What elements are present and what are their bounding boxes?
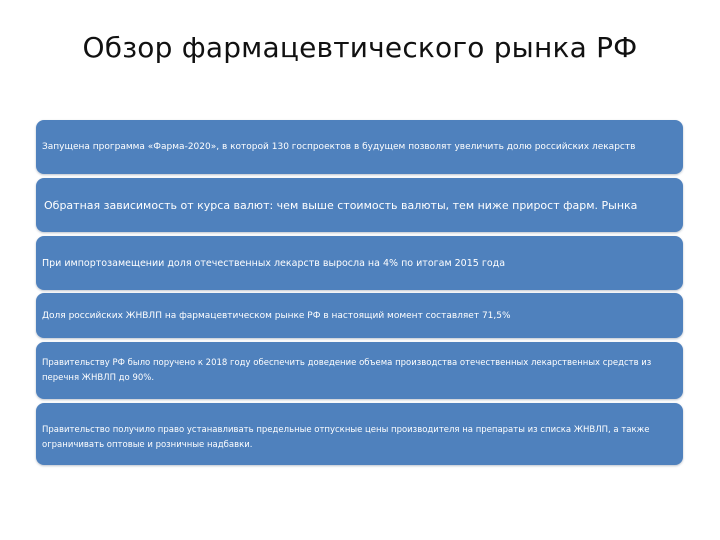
fact-block-import-substitution — [36, 236, 683, 290]
fact-text: Обратная зависимость от курса валют: чем выше стоимость валюты, тем ниже прирост фарм. Рынка — [44, 198, 638, 212]
fact-text: Правительству РФ было поручено к 2018 году обеспечить доведение объема производства отечественных лекарственных средств из перечня ЖНВЛП до 90%. — [42, 357, 652, 383]
fact-block-pharma-2020-program — [36, 120, 683, 174]
fact-block-production-target — [36, 342, 683, 399]
fact-text: При импортозамещении доля отечественных лекарств выросла на 4% по итогам 2015 года — [42, 257, 506, 269]
fact-block-price-regulation — [36, 403, 683, 465]
slide-title: Обзор фармацевтического рынка РФ — [82, 31, 638, 64]
fact-text: Правительство получило право устанавливать предельные отпускные цены производителя на препараты из списка ЖНВЛП, а также ограничивать оптовые и розничные надбавки. — [42, 425, 650, 450]
fact-text: Доля российских ЖНВЛП на фармацевтическом рынке РФ в настоящий момент составляет 71,5% — [42, 310, 511, 321]
fact-block-russian-share — [36, 293, 683, 338]
fact-block-currency-dependence — [36, 178, 683, 232]
fact-text: Запущена программа «Фарма-2020», в которой 130 госпроектов в будущем позволят увеличить долю российских лекарств — [42, 142, 636, 152]
